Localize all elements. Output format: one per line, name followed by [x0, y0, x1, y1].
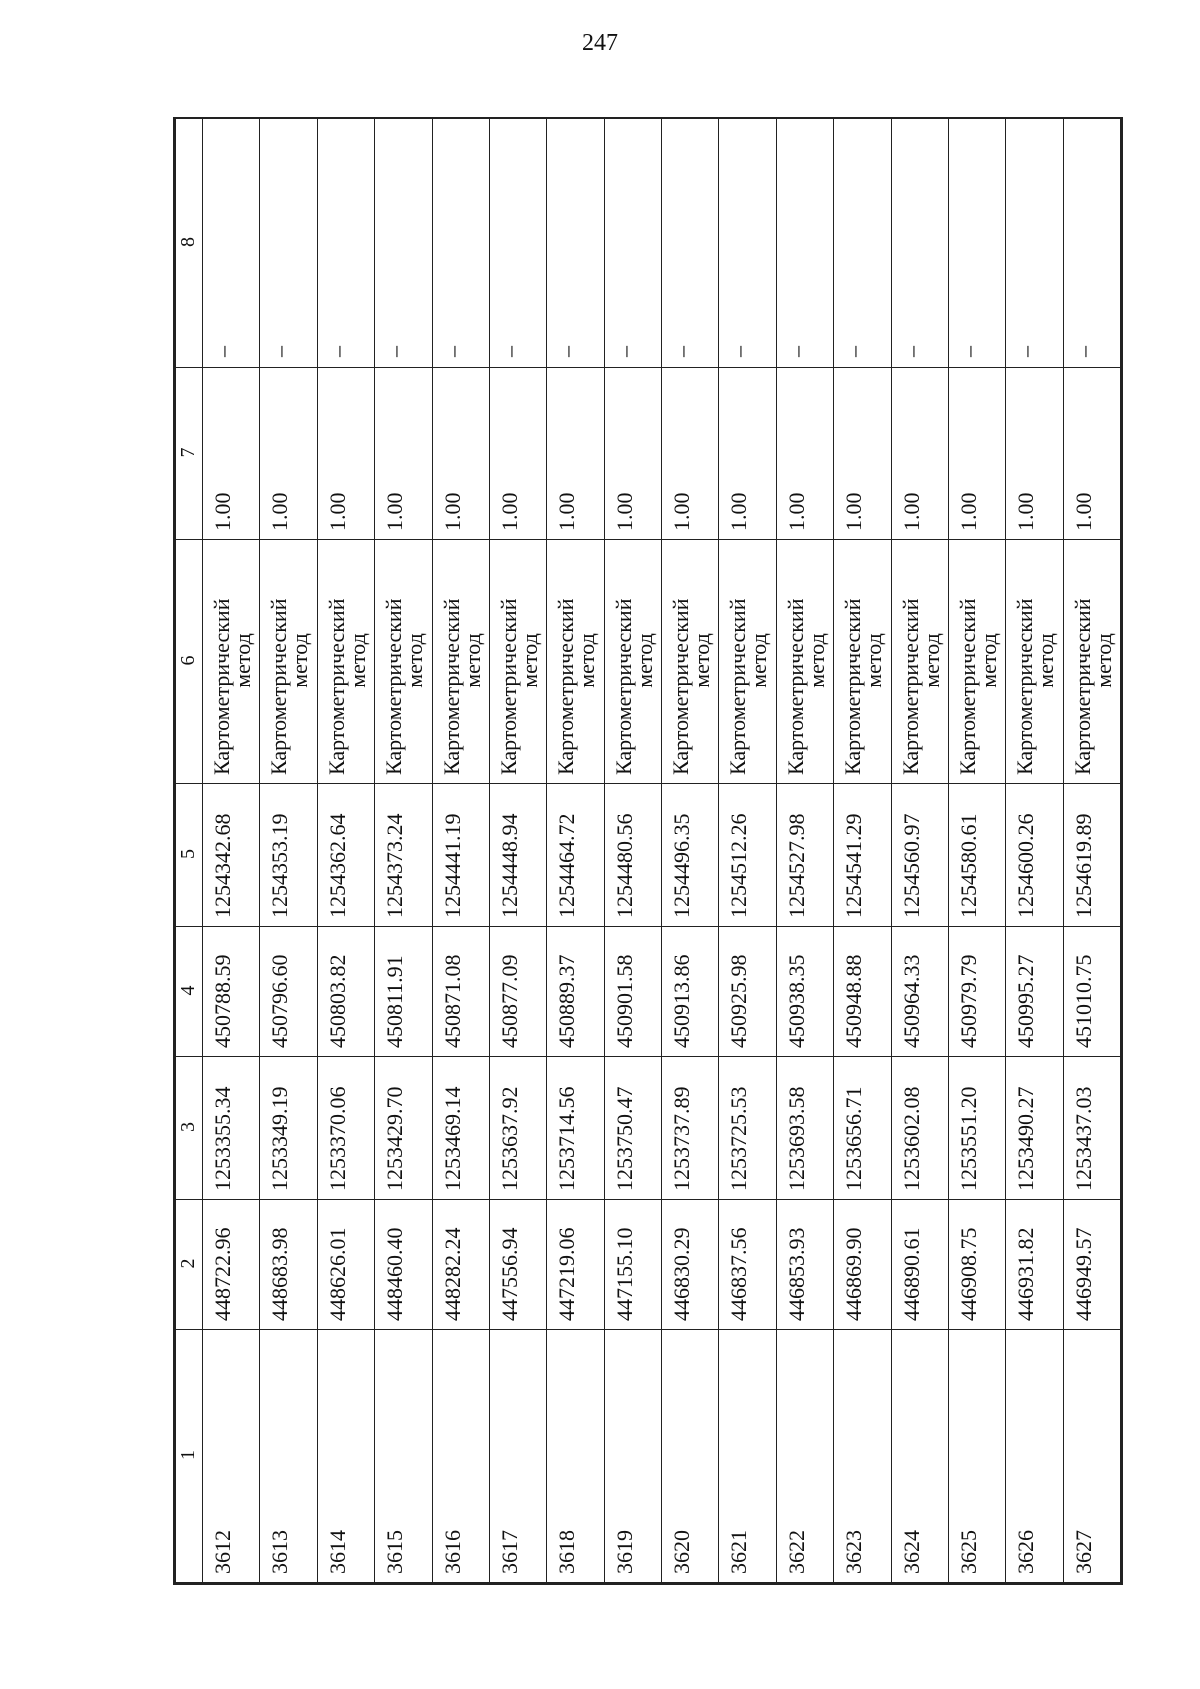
- table-cell-c1: 3627: [1063, 1330, 1120, 1583]
- table-cell-c5: 1254619.89: [1063, 784, 1120, 927]
- table-header-row: [176, 119, 203, 1583]
- table-cell-c5: 1254464.72: [547, 784, 604, 927]
- table-cell-c8: –: [834, 119, 891, 368]
- header-cell: 1: [176, 1330, 203, 1583]
- table-cell-c8: –: [489, 119, 546, 368]
- table-cell-c6: [432, 540, 489, 784]
- page-number: 247: [582, 30, 618, 56]
- table-cell-c1: 3622: [776, 1330, 833, 1583]
- method-line-1: Картометрический: [323, 598, 349, 775]
- table-cell-c2: 446837.56: [719, 1200, 776, 1330]
- table-cell-c6: [776, 540, 833, 784]
- table-cell-c7: 1.00: [1006, 368, 1063, 540]
- table-cell-c5: 1254342.68: [203, 784, 260, 927]
- method-line-1: Картометрический: [725, 598, 751, 775]
- table-cell-c2: 448282.24: [432, 1200, 489, 1330]
- table-cell-c5: 1254373.24: [375, 784, 432, 927]
- table-cell-c3: 1253370.06: [317, 1057, 374, 1200]
- table-cell-c2: 447556.94: [489, 1200, 546, 1330]
- table-body: [176, 119, 1121, 1583]
- table-row: [375, 119, 432, 1583]
- table-cell-c2: 446830.29: [662, 1200, 719, 1330]
- method-line-1: Картометрический: [610, 598, 636, 775]
- table-cell-c5: 1254527.98: [776, 784, 833, 927]
- table-cell-c5: 1254441.19: [432, 784, 489, 927]
- table-cell-c4: 450925.98: [719, 927, 776, 1057]
- method-line-1: Картометрический: [668, 598, 693, 775]
- table-cell-c7: 1.00: [260, 368, 317, 540]
- table-row: [260, 119, 317, 1583]
- table-cell-c5: 1254541.29: [834, 784, 891, 927]
- table-cell-c4: 450995.27: [1006, 927, 1063, 1057]
- table-cell-c6: [1063, 540, 1120, 784]
- header-cell: 2: [176, 1200, 203, 1330]
- header-cell: 4: [176, 927, 203, 1057]
- method-line-2: метод: [1090, 633, 1116, 688]
- table-cell-c2: 447155.10: [604, 1200, 661, 1330]
- table-cell-c4: 450871.08: [432, 927, 489, 1057]
- table-cell-c3: 1253656.71: [834, 1057, 891, 1200]
- table-cell-c6: [260, 540, 317, 784]
- table-cell-c4: 451010.75: [1063, 927, 1120, 1057]
- table-cell-c3: 1253637.92: [489, 1057, 546, 1200]
- table-cell-c8: –: [891, 119, 948, 368]
- table-row: [1063, 119, 1120, 1583]
- table-cell-c7: 1.00: [891, 368, 948, 540]
- table-cell-c2: 446869.90: [834, 1200, 891, 1330]
- table-cell-c8: –: [203, 119, 260, 368]
- table-row: [432, 119, 489, 1583]
- table-cell-c3: 1253490.27: [1006, 1057, 1063, 1200]
- table-cell-c4: 450979.79: [948, 927, 1005, 1057]
- table-cell-c1: 3613: [260, 1330, 317, 1583]
- table-cell-c1: 3616: [432, 1330, 489, 1583]
- header-cell: 7: [176, 368, 203, 540]
- table-cell-c2: 448722.96: [203, 1200, 260, 1330]
- table-cell-c6: [948, 540, 1005, 784]
- method-line-1: Картометрический: [209, 598, 234, 775]
- table-cell-c1: 3615: [375, 1330, 432, 1583]
- table-row: [719, 119, 776, 1583]
- method-line-2: метод: [516, 633, 542, 688]
- method-line-2: метод: [574, 633, 600, 688]
- table-cell-c4: 450889.37: [547, 927, 604, 1057]
- table-cell-c3: 1253551.20: [948, 1057, 1005, 1200]
- table-cell-c3: 1253349.19: [260, 1057, 317, 1200]
- table-cell-c3: 1253737.89: [662, 1057, 719, 1200]
- table-cell-c8: –: [719, 119, 776, 368]
- table-cell-c8: –: [547, 119, 604, 368]
- table-row: [317, 119, 374, 1583]
- table-cell-c4: 450901.58: [604, 927, 661, 1057]
- coordinates-table: [175, 118, 1121, 1583]
- table-cell-c7: 1.00: [662, 368, 719, 540]
- method-line-1: Картометрический: [1012, 598, 1038, 775]
- table-cell-c7: 1.00: [547, 368, 604, 540]
- header-cell: 3: [176, 1057, 203, 1200]
- table-cell-c7: 1.00: [203, 368, 260, 540]
- table-row: [489, 119, 546, 1583]
- table-cell-c6: [375, 540, 432, 784]
- table-cell-c2: 446890.61: [891, 1200, 948, 1330]
- table-cell-c4: 450964.33: [891, 927, 948, 1057]
- table-cell-c2: 448626.01: [317, 1200, 374, 1330]
- table-cell-c1: 3625: [948, 1330, 1005, 1583]
- method-line-2: метод: [803, 633, 829, 688]
- method-line-2: метод: [287, 633, 313, 688]
- method-line-2: метод: [631, 633, 657, 688]
- table-row: [662, 119, 719, 1583]
- table-cell-c5: 1254560.97: [891, 784, 948, 927]
- table-cell-c7: 1.00: [489, 368, 546, 540]
- table-cell-c7: 1.00: [834, 368, 891, 540]
- table-cell-c3: 1253437.03: [1063, 1057, 1120, 1200]
- table-cell-c7: 1.00: [776, 368, 833, 540]
- rotated-table-container: [175, 119, 1121, 1583]
- method-line-1: Картометрический: [782, 598, 808, 775]
- table-cell-c4: 450796.60: [260, 927, 317, 1057]
- table-cell-c6: [719, 540, 776, 784]
- header-cell: 6: [176, 540, 203, 784]
- table-cell-c6: [604, 540, 661, 784]
- table-cell-c3: 1253725.53: [719, 1057, 776, 1200]
- table-cell-c4: 450811.91: [375, 927, 432, 1057]
- method-line-1: Картометрический: [553, 598, 579, 775]
- table-cell-c1: 3618: [547, 1330, 604, 1583]
- table-cell-c2: 447219.06: [547, 1200, 604, 1330]
- table-cell-c6: [662, 540, 719, 784]
- method-line-2: метод: [689, 633, 714, 688]
- table-cell-c5: 1254448.94: [489, 784, 546, 927]
- table-cell-c1: 3619: [604, 1330, 661, 1583]
- table-cell-c1: 3623: [834, 1330, 891, 1583]
- table-cell-c3: 1253714.56: [547, 1057, 604, 1200]
- table-cell-c4: 450938.35: [776, 927, 833, 1057]
- table-row: [547, 119, 604, 1583]
- table-row: [604, 119, 661, 1583]
- table-cell-c7: 1.00: [604, 368, 661, 540]
- table-cell-c7: 1.00: [375, 368, 432, 540]
- table-cell-c5: 1254580.61: [948, 784, 1005, 927]
- table-cell-c6: [489, 540, 546, 784]
- table-cell-c4: 450788.59: [203, 927, 260, 1057]
- table-cell-c3: 1253469.14: [432, 1057, 489, 1200]
- table-cell-c1: 3621: [719, 1330, 776, 1583]
- table-cell-c4: 450803.82: [317, 927, 374, 1057]
- method-line-1: Картометрический: [954, 598, 980, 775]
- table-cell-c1: 3626: [1006, 1330, 1063, 1583]
- method-line-2: метод: [746, 633, 772, 688]
- table-cell-c1: 3614: [317, 1330, 374, 1583]
- table-cell-c1: 3612: [203, 1330, 260, 1583]
- table-cell-c2: 448683.98: [260, 1200, 317, 1330]
- table-cell-c3: 1253429.70: [375, 1057, 432, 1200]
- table-cell-c3: 1253602.08: [891, 1057, 948, 1200]
- header-cell: 5: [176, 784, 203, 927]
- method-line-1: Картометрический: [840, 598, 866, 775]
- method-line-1: Картометрический: [266, 598, 292, 775]
- table-row: [776, 119, 833, 1583]
- table-cell-c6: [834, 540, 891, 784]
- table-cell-c6: [891, 540, 948, 784]
- table-cell-c4: 450877.09: [489, 927, 546, 1057]
- table-cell-c5: 1254496.35: [662, 784, 719, 927]
- table-cell-c6: [317, 540, 374, 784]
- table-cell-c5: 1254353.19: [260, 784, 317, 927]
- method-line-1: Картометрический: [897, 598, 923, 775]
- method-line-2: метод: [459, 633, 485, 688]
- table-cell-c5: 1254480.56: [604, 784, 661, 927]
- table-cell-c7: 1.00: [317, 368, 374, 540]
- table-cell-c2: 446931.82: [1006, 1200, 1063, 1330]
- table-cell-c6: [547, 540, 604, 784]
- header-cell: 8: [176, 119, 203, 368]
- table-cell-c2: 446853.93: [776, 1200, 833, 1330]
- table-cell-c8: –: [1006, 119, 1063, 368]
- table-row: [203, 119, 260, 1583]
- method-line-2: метод: [1033, 633, 1059, 688]
- method-line-2: метод: [975, 633, 1001, 688]
- table-cell-c8: –: [662, 119, 719, 368]
- table-cell-c5: 1254362.64: [317, 784, 374, 927]
- table-row: [948, 119, 1005, 1583]
- table-cell-c8: –: [776, 119, 833, 368]
- method-line-1: Картометрический: [1069, 598, 1095, 775]
- table-row: [891, 119, 948, 1583]
- table-cell-c2: 448460.40: [375, 1200, 432, 1330]
- table-cell-c1: 3617: [489, 1330, 546, 1583]
- table-cell-c7: 1.00: [432, 368, 489, 540]
- table-cell-c8: –: [1063, 119, 1120, 368]
- table-cell-c8: –: [604, 119, 661, 368]
- method-line-2: метод: [230, 633, 255, 688]
- method-line-1: Картометрический: [438, 598, 464, 775]
- table-cell-c4: 450913.86: [662, 927, 719, 1057]
- table-cell-c2: 446949.57: [1063, 1200, 1120, 1330]
- table-cell-c5: 1254512.26: [719, 784, 776, 927]
- method-line-1: Картометрический: [381, 598, 407, 775]
- table-row: [1006, 119, 1063, 1583]
- table-cell-c7: 1.00: [719, 368, 776, 540]
- table-cell-c8: –: [948, 119, 1005, 368]
- table-cell-c3: 1253750.47: [604, 1057, 661, 1200]
- table-cell-c5: 1254600.26: [1006, 784, 1063, 927]
- coordinates-table-frame: [173, 117, 1123, 1585]
- table-cell-c8: –: [432, 119, 489, 368]
- table-cell-c2: 446908.75: [948, 1200, 1005, 1330]
- table-cell-c7: 1.00: [1063, 368, 1120, 540]
- table-cell-c6: [1006, 540, 1063, 784]
- table-cell-c8: –: [260, 119, 317, 368]
- table-cell-c1: 3620: [662, 1330, 719, 1583]
- method-line-2: метод: [402, 633, 428, 688]
- table-cell-c7: 1.00: [948, 368, 1005, 540]
- table-cell-c8: –: [317, 119, 374, 368]
- table-cell-c3: 1253693.58: [776, 1057, 833, 1200]
- method-line-2: метод: [344, 633, 370, 688]
- table-cell-c8: –: [375, 119, 432, 368]
- method-line-1: Картометрический: [495, 598, 521, 775]
- method-line-2: метод: [861, 633, 887, 688]
- table-cell-c1: 3624: [891, 1330, 948, 1583]
- table-row: [834, 119, 891, 1583]
- table-cell-c3: 1253355.34: [203, 1057, 260, 1200]
- method-line-2: метод: [918, 633, 944, 688]
- table-cell-c6: [203, 540, 260, 784]
- table-cell-c4: 450948.88: [834, 927, 891, 1057]
